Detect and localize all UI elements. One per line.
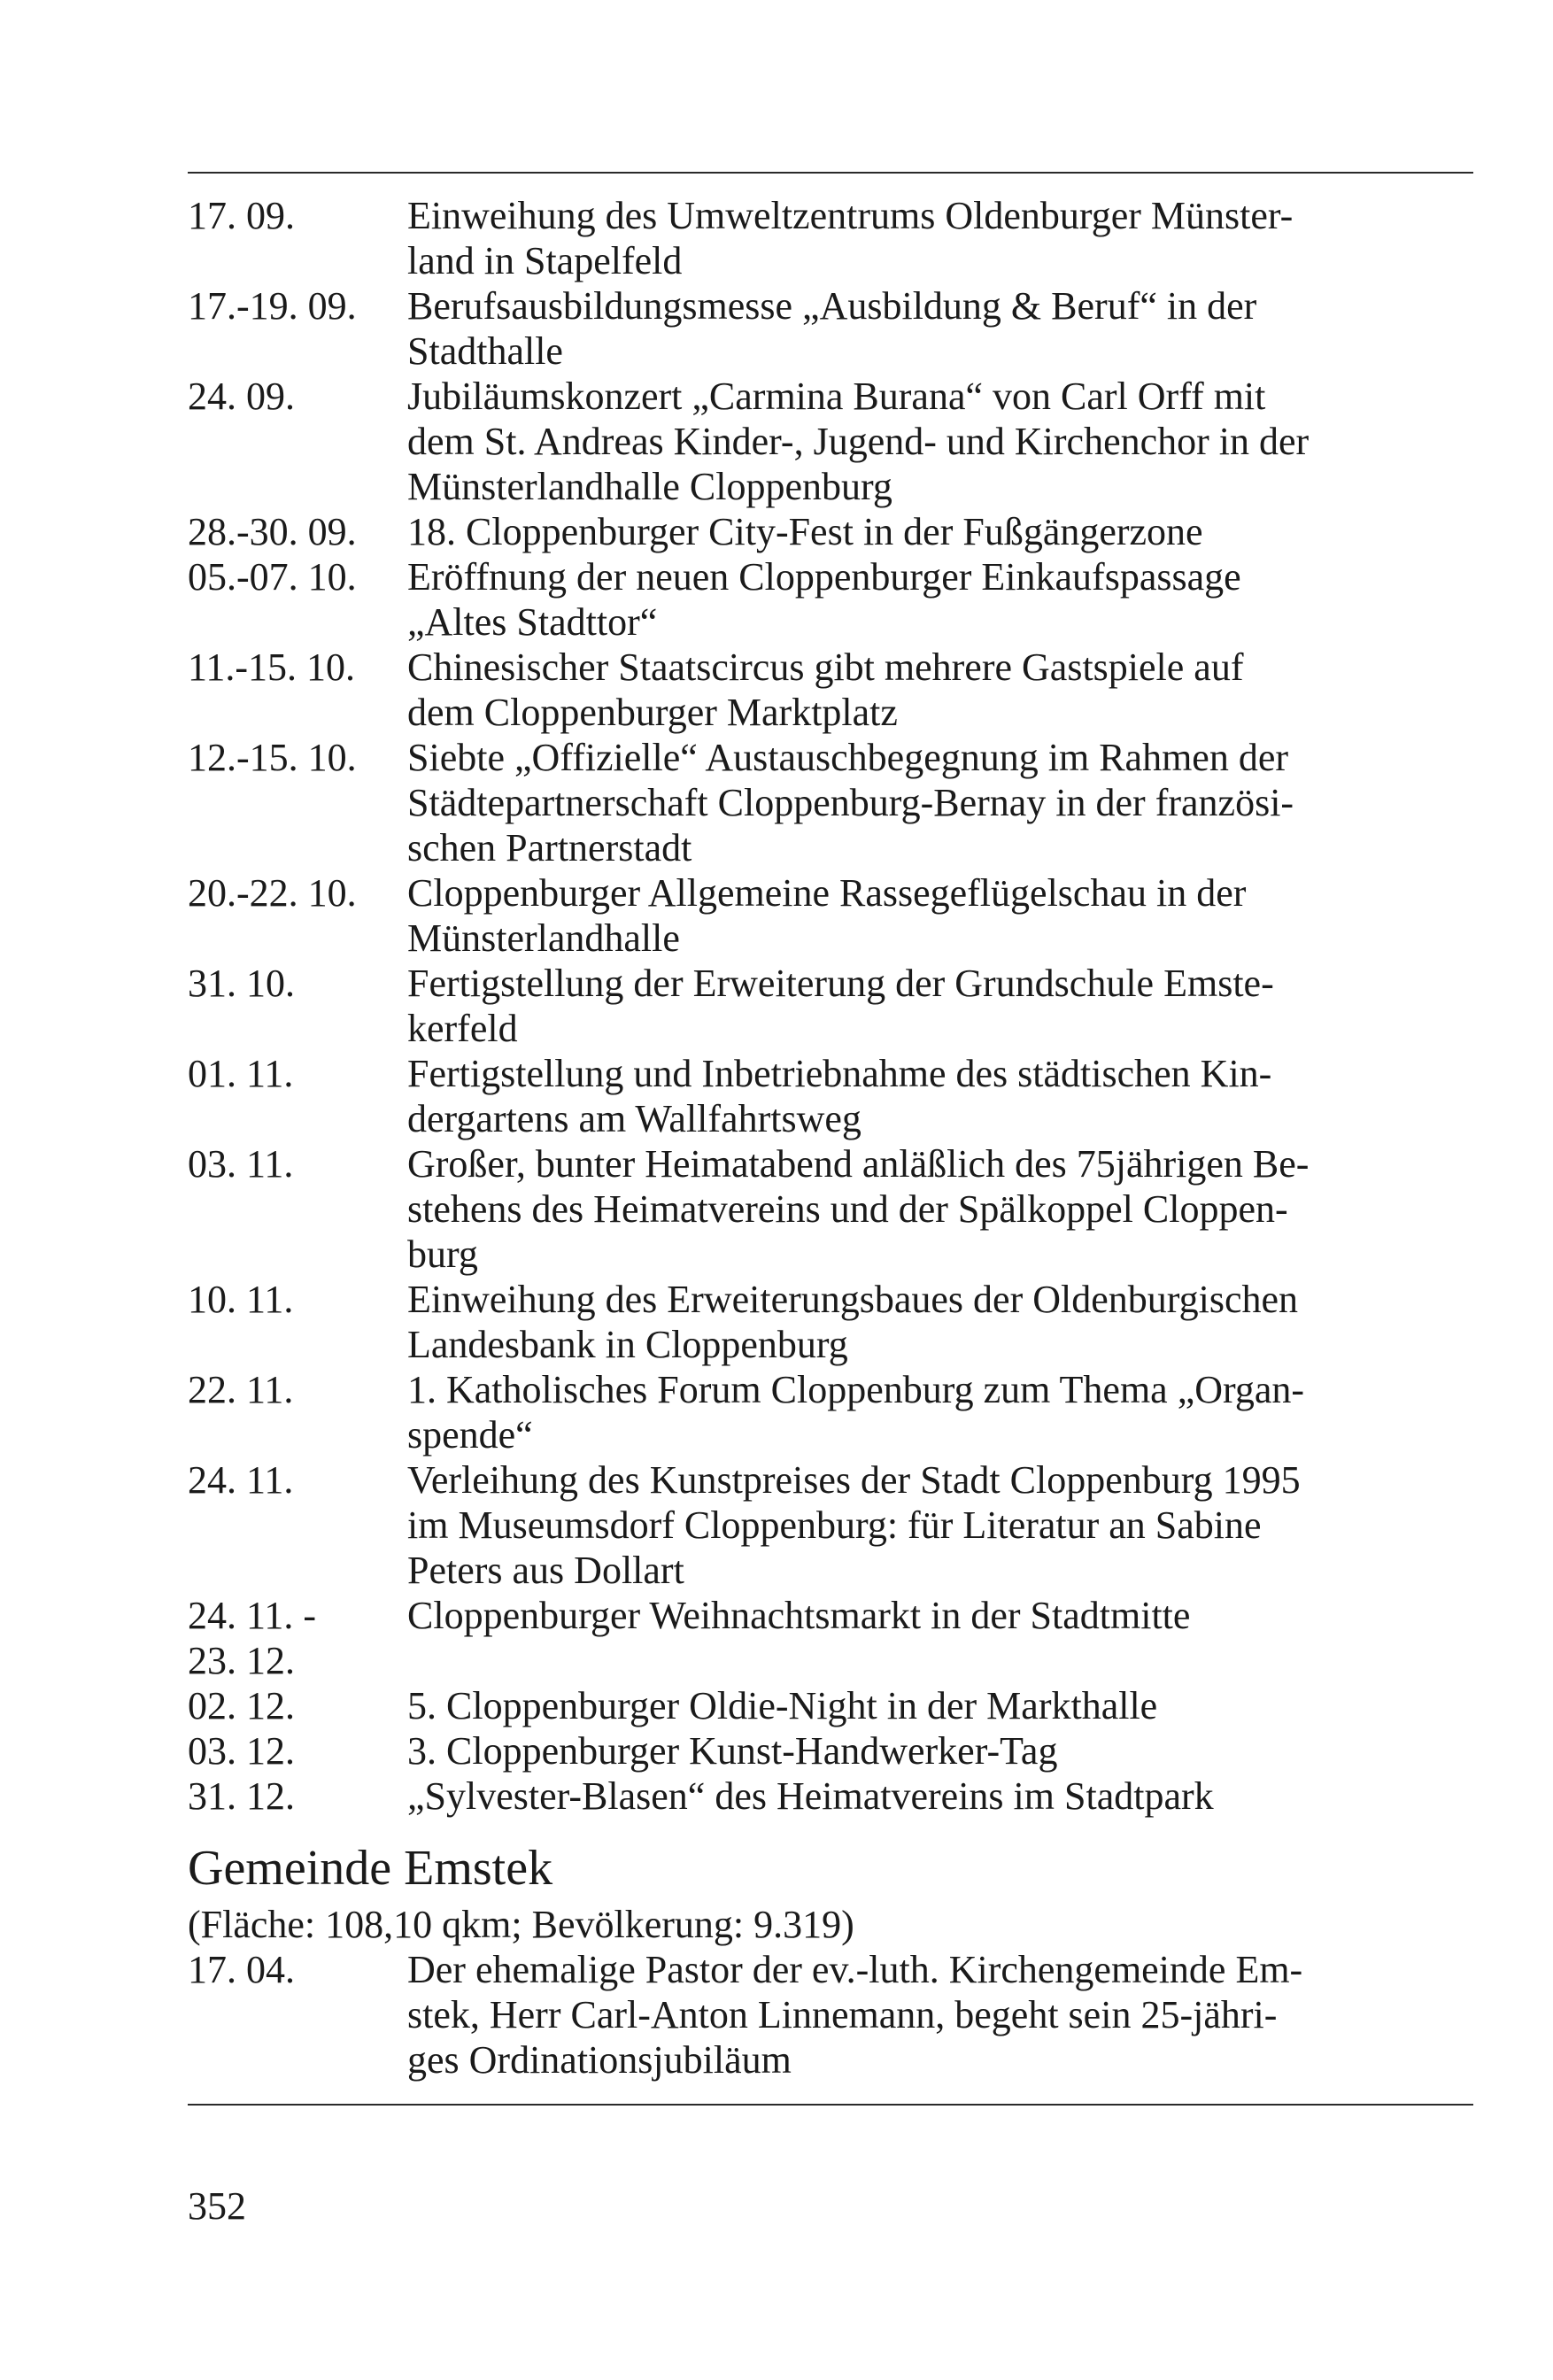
chronicle-entry bbox=[188, 1728, 1482, 1773]
entry-date: 22. 11. bbox=[188, 1368, 294, 1411]
entry-line: ges Ordinationsjubiläum bbox=[407, 2038, 792, 2082]
entry-line: „Sylvester-Blasen“ des Heimatvereins im Stadtpark bbox=[407, 1774, 1214, 1818]
entry-line: land in Stapelfeld bbox=[407, 239, 683, 282]
entry-line: dem Cloppenburger Marktplatz bbox=[407, 691, 898, 734]
entry-description bbox=[407, 554, 1479, 645]
entry-line: kerfeld bbox=[407, 1007, 518, 1050]
chronicle-entry bbox=[188, 1947, 1482, 2082]
section-title: Gemeinde Emstek bbox=[188, 1841, 553, 1896]
chronicle-entry bbox=[188, 1593, 1482, 1638]
entry-line: 18. Cloppenburger City-Fest in der Fußgängerzone bbox=[407, 510, 1203, 553]
entry-description bbox=[407, 283, 1479, 374]
entry-line: 1. Katholisches Forum Cloppenburg zum Thema „Organ- bbox=[407, 1368, 1305, 1411]
entry-date: 20.-22. 10. bbox=[188, 871, 357, 915]
entry-date: 31. 10. bbox=[188, 962, 295, 1005]
entry-line: stek, Herr Carl-Anton Linnemann, begeht sein 25-jähri- bbox=[407, 1993, 1278, 2036]
entry-description bbox=[407, 1683, 1479, 1728]
chronicle-entry bbox=[188, 283, 1482, 374]
page-number: 352 bbox=[188, 2184, 246, 2228]
entry-date: 17.-19. 09. bbox=[188, 284, 357, 328]
entry-line: Landesbank in Cloppenburg bbox=[407, 1323, 848, 1366]
chronicle-entry bbox=[188, 374, 1482, 509]
entry-date: 05.-07. 10. bbox=[188, 555, 357, 599]
entry-line: dem St. Andreas Kinder-, Jugend- und Kirchenchor in der bbox=[407, 420, 1310, 463]
entry-line: Der ehemalige Pastor der ev.-luth. Kirchengemeinde Em- bbox=[407, 1948, 1303, 1991]
entry-description bbox=[407, 1367, 1479, 1457]
entry-date: 23. 12. bbox=[188, 1639, 295, 1682]
chronicle-entry bbox=[188, 554, 1482, 645]
entry-line: „Altes Stadttor“ bbox=[407, 600, 658, 644]
entry-date: 31. 12. bbox=[188, 1774, 295, 1818]
chronicle-entry bbox=[188, 1773, 1482, 1819]
chronicle-entry bbox=[188, 509, 1482, 554]
entry-description bbox=[407, 1638, 1479, 1683]
entry-description bbox=[407, 735, 1479, 870]
entry-line: Stadthalle bbox=[407, 329, 563, 373]
entry-line: Verleihung des Kunstpreises der Stadt Cloppenburg 1995 bbox=[407, 1458, 1301, 1502]
entry-line: Jubiläumskonzert „Carmina Burana“ von Carl Orff mit bbox=[407, 375, 1266, 418]
section-entries bbox=[188, 1947, 1482, 2082]
entry-line: dergartens am Wallfahrtsweg bbox=[407, 1097, 861, 1140]
entry-line: Münsterlandhalle bbox=[407, 916, 680, 960]
chronicle-list bbox=[188, 193, 1482, 1819]
entry-line: Peters aus Dollart bbox=[407, 1549, 684, 1592]
chronicle-entry bbox=[188, 1141, 1482, 1277]
entry-date: 24. 11. bbox=[188, 1458, 294, 1502]
entry-line: Städtepartnerschaft Cloppenburg-Bernay in der französi- bbox=[407, 781, 1294, 824]
entry-description bbox=[407, 645, 1479, 735]
entry-description bbox=[407, 961, 1479, 1051]
entry-date: 01. 11. bbox=[188, 1052, 294, 1095]
entry-description bbox=[407, 1773, 1479, 1819]
entry-description bbox=[407, 870, 1479, 961]
entry-line: 3. Cloppenburger Kunst-Handwerker-Tag bbox=[407, 1729, 1058, 1773]
entry-date: 17. 04. bbox=[188, 1948, 295, 1991]
entry-line: Eröffnung der neuen Cloppenburger Einkaufspassage bbox=[407, 555, 1241, 599]
entry-line: stehens des Heimatvereins und der Spälkoppel Cloppen- bbox=[407, 1187, 1288, 1231]
entry-description bbox=[407, 509, 1479, 554]
entry-date: 24. 11. - bbox=[188, 1594, 317, 1637]
entry-line: 5. Cloppenburger Oldie-Night in der Markthalle bbox=[407, 1684, 1158, 1727]
entry-line: burg bbox=[407, 1232, 478, 1276]
entry-line: Einweihung des Erweiterungsbaues der Oldenburgischen bbox=[407, 1278, 1299, 1321]
chronicle-entry bbox=[188, 870, 1482, 961]
entry-description bbox=[407, 374, 1479, 509]
entry-date: 10. 11. bbox=[188, 1278, 294, 1321]
entry-line: Großer, bunter Heimatabend anläßlich des 75jährigen Be- bbox=[407, 1142, 1310, 1186]
entry-date: 24. 09. bbox=[188, 375, 295, 418]
entry-date: 11.-15. 10. bbox=[188, 645, 356, 689]
top-rule bbox=[188, 172, 1473, 174]
entry-date: 28.-30. 09. bbox=[188, 510, 357, 553]
section-statistics: (Fläche: 108,10 qkm; Bevölkerung: 9.319) bbox=[188, 1903, 854, 1946]
entry-description bbox=[407, 1457, 1479, 1593]
chronicle-entry bbox=[188, 1683, 1482, 1728]
entry-description bbox=[407, 1141, 1479, 1277]
entry-description bbox=[407, 193, 1479, 283]
entry-date: 02. 12. bbox=[188, 1684, 295, 1727]
entry-line: spende“ bbox=[407, 1413, 533, 1457]
chronicle-entry bbox=[188, 1457, 1482, 1593]
municipality-section bbox=[188, 1836, 1482, 2082]
entry-line: Einweihung des Umweltzentrums Oldenburger Münster- bbox=[407, 194, 1294, 237]
entry-date: 03. 12. bbox=[188, 1729, 295, 1773]
entry-description bbox=[407, 1728, 1479, 1773]
chronicle-entry bbox=[188, 1367, 1482, 1457]
entry-line: Cloppenburger Allgemeine Rassegeflügelschau in der bbox=[407, 871, 1247, 915]
entry-date: 17. 09. bbox=[188, 194, 295, 237]
chronicle-entry bbox=[188, 1277, 1482, 1367]
bottom-rule bbox=[188, 2104, 1473, 2106]
entry-line: Münsterlandhalle Cloppenburg bbox=[407, 465, 892, 508]
entry-line: Cloppenburger Weihnachtsmarkt in der Stadtmitte bbox=[407, 1594, 1191, 1637]
entry-date: 12.-15. 10. bbox=[188, 736, 357, 779]
entry-line: Fertigstellung und Inbetriebnahme des städtischen Kin- bbox=[407, 1052, 1272, 1095]
entry-line: im Museumsdorf Cloppenburg: für Literatur an Sabine bbox=[407, 1503, 1262, 1547]
entry-description bbox=[407, 1277, 1479, 1367]
entry-line bbox=[407, 1638, 1479, 1683]
entry-description bbox=[407, 1593, 1479, 1638]
entry-line: Siebte „Offizielle“ Austauschbegegnung im Rahmen der bbox=[407, 736, 1289, 779]
entry-date: 03. 11. bbox=[188, 1142, 294, 1186]
chronicle-entry bbox=[188, 1638, 1482, 1683]
entry-line: Berufsausbildungsmesse „Ausbildung & Beruf“ in der bbox=[407, 284, 1257, 328]
entry-description bbox=[407, 1947, 1479, 2082]
entry-line: schen Partnerstadt bbox=[407, 826, 692, 869]
chronicle-entry bbox=[188, 193, 1482, 283]
entry-line: Chinesischer Staatscircus gibt mehrere Gastspiele auf bbox=[407, 645, 1244, 689]
chronicle-entry bbox=[188, 735, 1482, 870]
chronicle-entry bbox=[188, 961, 1482, 1051]
entry-line: Fertigstellung der Erweiterung der Grundschule Emste- bbox=[407, 962, 1274, 1005]
entry-description bbox=[407, 1051, 1479, 1141]
chronicle-entry bbox=[188, 645, 1482, 735]
chronicle-entry bbox=[188, 1051, 1482, 1141]
